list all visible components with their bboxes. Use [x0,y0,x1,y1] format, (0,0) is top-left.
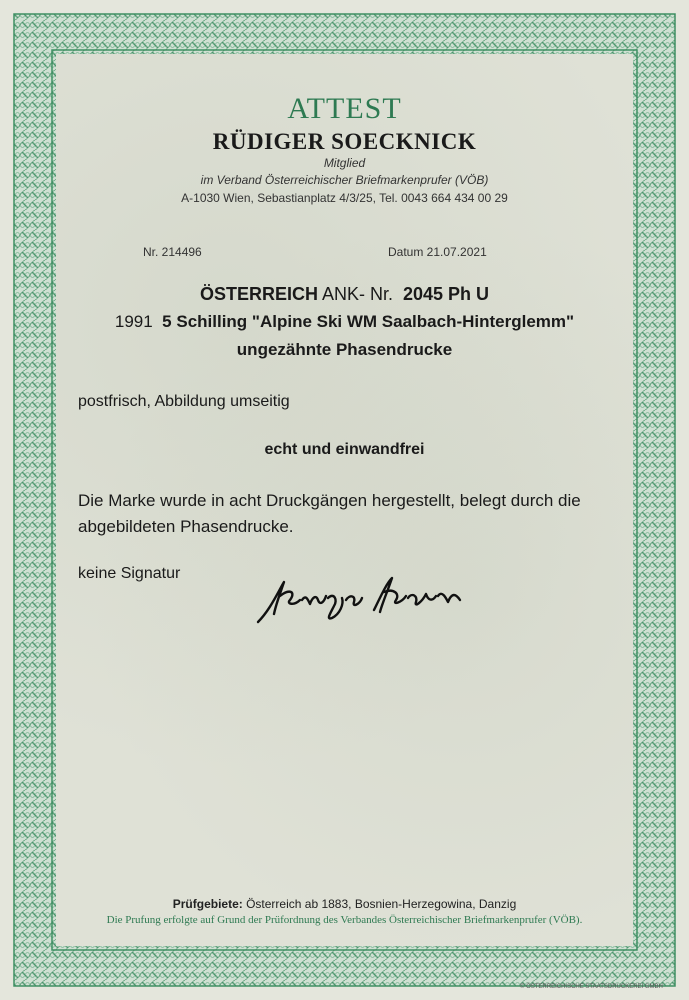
stamp-description: 5 Schilling "Alpine Ski WM Saalbach-Hinterglemm" [162,312,575,331]
verdict-text: echt und einwandfrei [264,441,425,458]
catalog-label: ANK- Nr. [321,284,393,304]
examination-areas [0,897,689,911]
country-catalog-line [0,284,689,305]
association-name: im Verband Österreichischer Briefmarkenprufer (VÖB) [200,173,489,187]
stamp-variety: ungezähnte Phasendrucke [236,340,453,359]
catalog-number: 2045 Ph U [403,284,490,304]
document-title: ATTEST [287,92,402,125]
issue-year: 1991 [114,312,153,331]
printer-imprint: © ÖSTERREICHISCHE STAATSDRUCKEREI GMBH [520,984,663,990]
examiner-name: RÜDIGER SOECKNICK [212,129,477,154]
examiner-address: A-1030 Wien, Sebastianplatz 4/3/25, Tel. 0043 664 434 00 29 [181,191,508,205]
stamp-description-line [0,312,689,332]
regulation-footnote: Die Prufung erfolgte auf Grund der Prüfordnung des Verbandes Österreichischer Briefmarkenprufer (VÖB). [106,914,583,926]
remarks-text: Die Marke wurde in acht Druckgängen hergestellt, belegt durch die abgebildeten Phasendrucke. [78,491,581,536]
membership-label: Mitglied [323,156,366,170]
handwritten-signature [250,570,470,630]
areas-label: Prüfgebiete: [172,897,243,911]
areas-list: Österreich ab 1883, Bosnien-Herzegowina, Danzig [246,897,517,911]
certificate-date: Datum 21.07.2021 [388,245,487,259]
certificate-number: Nr. 214496 [143,245,202,259]
signature-note: keine Signatur [78,565,181,582]
condition-text: postfrisch, Abbildung umseitig [78,393,290,410]
country: ÖSTERREICH [199,284,318,304]
